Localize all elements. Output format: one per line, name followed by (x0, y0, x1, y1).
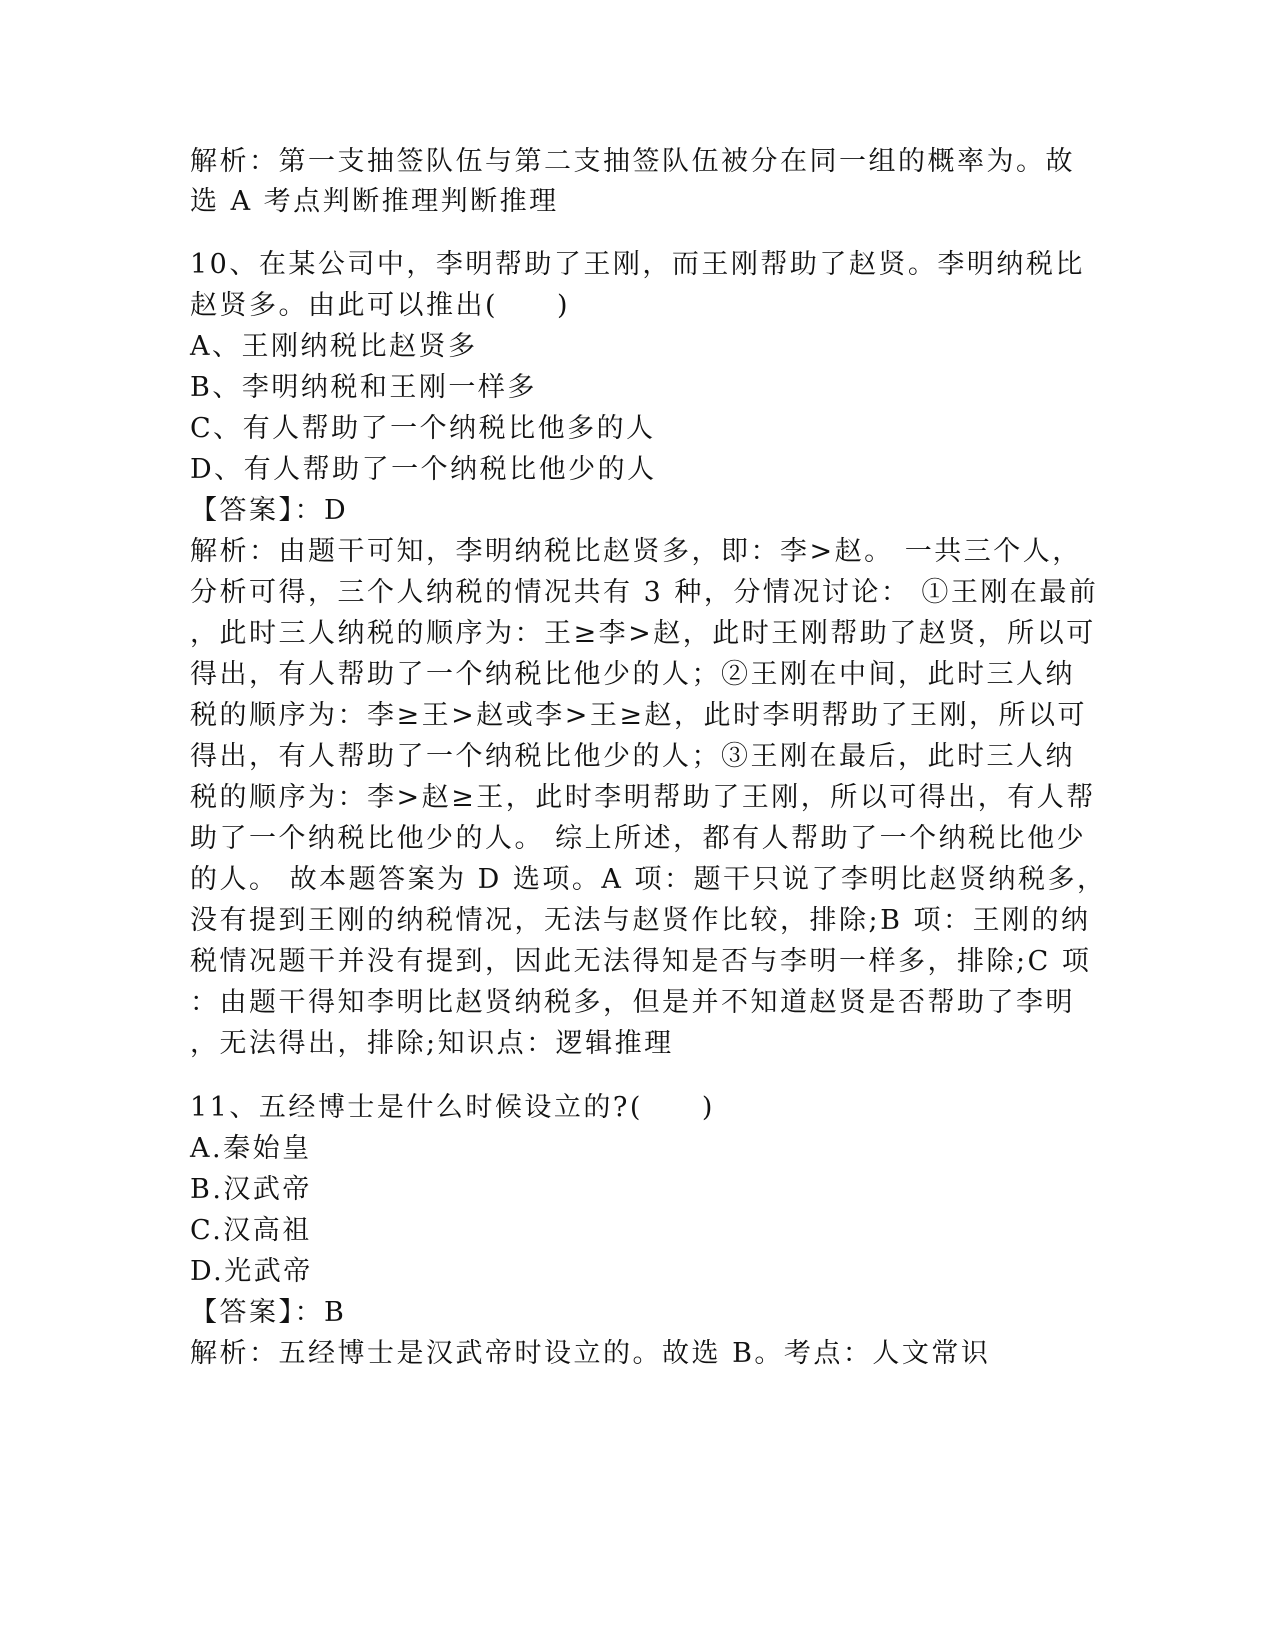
q10-analysis-line: 分析可得，三个人纳税的情况共有 3 种，分情况讨论： ①王刚在最前 (190, 577, 1099, 608)
prev-analysis-line: 选 A 考点判断推理判断推理 (190, 186, 559, 217)
q10-answer: 【答案】：D (190, 495, 349, 526)
q10-analysis-line: 助了一个纳税比他少的人。 综上所述，都有人帮助了一个纳税比他少 (190, 823, 1087, 854)
q10-option-d: D、有人帮助了一个纳税比他少的人 (190, 454, 657, 485)
q10-analysis-line: 解析：由题干可知，李明纳税比赵贤多，即：李>赵。 一共三个人， (190, 536, 1082, 567)
q11-option-c: C.汉高祖 (190, 1215, 312, 1246)
q10-option-b: B、李明纳税和王刚一样多 (190, 372, 537, 403)
q10-option-a: A、王刚纳税比赵贤多 (190, 331, 478, 362)
q10-analysis-line: 税情况题干并没有提到，因此无法得知是否与李明一样多，排除;C 项 (190, 946, 1092, 977)
q10-analysis-line: ，无法得出，排除;知识点：逻辑推理 (190, 1028, 674, 1059)
q10-stem-line: 赵贤多。由此可以推出( ) (190, 290, 571, 321)
q11-option-a: A.秦始皇 (190, 1133, 312, 1164)
prev-analysis-line: 解析：第一支抽签队伍与第二支抽签队伍被分在同一组的概率为。故 (190, 146, 1075, 177)
q10-analysis-line: 得出，有人帮助了一个纳税比他少的人；③王刚在最后，此时三人纳 (190, 741, 1075, 772)
q11-option-d: D.光武帝 (190, 1256, 313, 1287)
q10-analysis-line: 没有提到王刚的纳税情况，无法与赵贤作比较，排除;B 项：王刚的纳 (190, 905, 1091, 936)
q10-analysis-line: 得出，有人帮助了一个纳税比他少的人；②王刚在中间，此时三人纳 (190, 659, 1075, 690)
q10-analysis-line: ：由题干得知李明比赵贤纳税多，但是并不知道赵贤是否帮助了李明 (190, 987, 1075, 1018)
q11-stem: 11、五经博士是什么时候设立的?( ) (190, 1092, 715, 1123)
q10-analysis-line: ，此时三人纳税的顺序为：王≥李>赵，此时王刚帮助了赵贤，所以可 (190, 618, 1096, 649)
q10-stem-line: 10、在某公司中，李明帮助了王刚，而王刚帮助了赵贤。李明纳税比 (190, 249, 1085, 280)
q10-option-c: C、有人帮助了一个纳税比他多的人 (190, 413, 656, 444)
q11-option-b: B.汉武帝 (190, 1174, 312, 1205)
q10-analysis-line: 税的顺序为：李>赵≥王，此时李明帮助了王刚，所以可得出，有人帮 (190, 782, 1096, 813)
q11-answer: 【答案】：B (190, 1297, 347, 1328)
q10-analysis-line: 税的顺序为：李≥王>赵或李>王≥赵，此时李明帮助了王刚，所以可 (190, 700, 1087, 731)
q11-analysis: 解析：五经博士是汉武帝时设立的。故选 B。考点：人文常识 (190, 1338, 991, 1369)
q10-analysis-line: 的人。 故本题答案为 D 选项。A 项：题干只说了李明比赵贤纳税多， (190, 864, 1107, 895)
